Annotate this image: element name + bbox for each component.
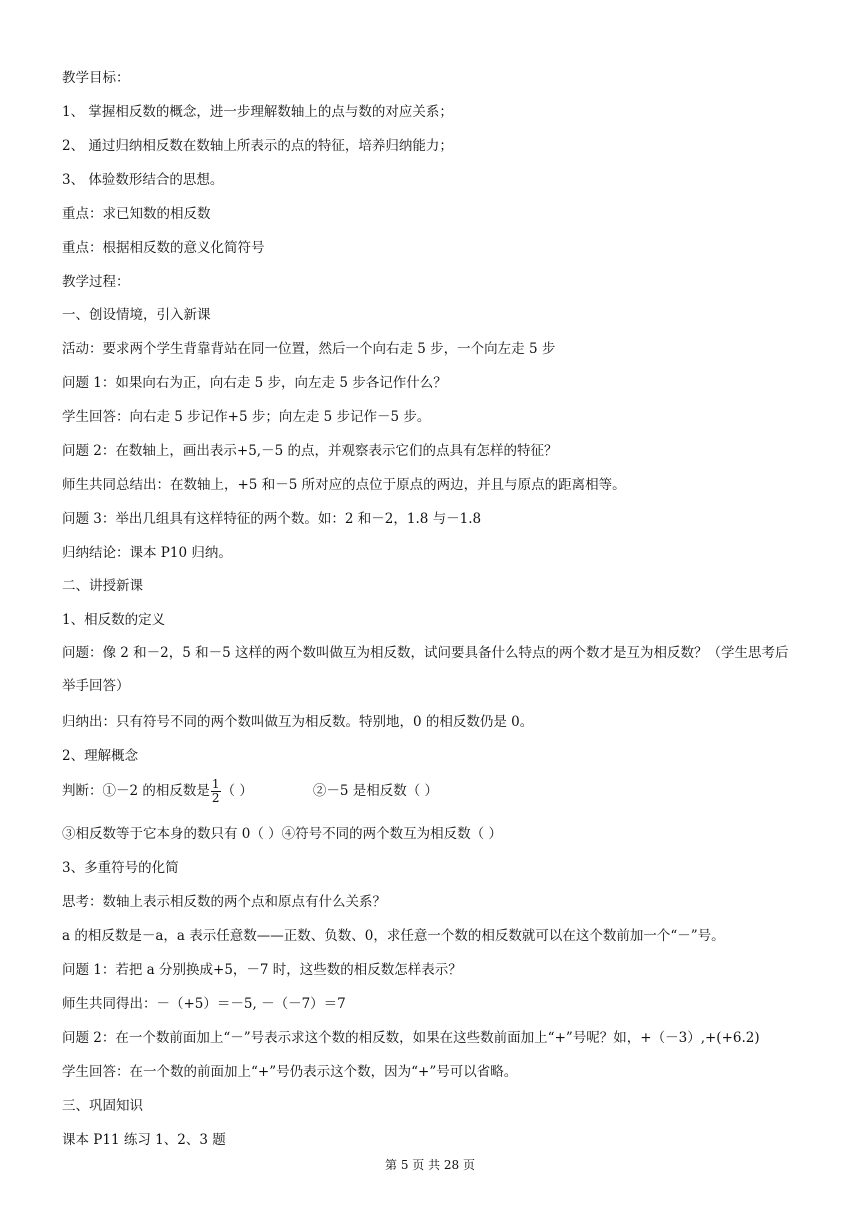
- text-line: 问题 1：如果向右为正，向右走 5 步，向左走 5 步各记作什么？: [62, 375, 447, 391]
- text-line: 二、讲授新课: [62, 578, 143, 594]
- text-line: 3、 体验数形结合的思想。: [62, 172, 224, 188]
- text-line: 教学过程：: [62, 274, 130, 290]
- text-line: 1、相反数的定义: [62, 612, 166, 628]
- text-line: 问题 3：举出几组具有这样特征的两个数。如：2 和－2，1.8 与－1.8: [62, 511, 482, 527]
- text-line: 师生共同总结出：在数轴上，+5 和－5 所对应的点位于原点的两边，并且与原点的距离相等。: [62, 477, 626, 493]
- judge-line: [62, 778, 438, 805]
- text-line: 教学目标：: [62, 70, 130, 86]
- text-line: 重点：根据相反数的意义化简符号: [62, 240, 265, 256]
- text-line: 3、多重符号的化简: [62, 860, 179, 876]
- text-line: 归纳出：只有符号不同的两个数叫做互为相反数。特别地，0 的相反数仍是 0。: [62, 714, 534, 730]
- text-line: 重点：求已知数的相反数: [62, 206, 211, 222]
- text-line: 活动：要求两个学生背靠背站在同一位置，然后一个向右走 5 步，一个向左走 5 步: [62, 341, 556, 357]
- fraction-denominator: 2: [211, 791, 220, 805]
- text-line: 课本 P11 练习 1、2、3 题: [62, 1132, 226, 1148]
- text-line: 1、 掌握相反数的概念，进一步理解数轴上的点与数的对应关系；: [62, 104, 453, 120]
- text-line: 2、理解概念: [62, 748, 139, 764]
- text-line: 学生回答：向右走 5 步记作+5 步；向左走 5 步记作－5 步。: [62, 409, 431, 425]
- judge-prefix: 判断：①－2 的相反数是: [62, 783, 210, 799]
- text-line: 归纳结论：课本 P10 归纳。: [62, 545, 232, 561]
- text-line: 问题 2：在数轴上，画出表示+5,－5 的点，并观察表示它们的点具有怎样的特征？: [62, 443, 558, 459]
- text-line: 思考：数轴上表示相反数的两个点和原点有什么关系？: [62, 894, 386, 910]
- judge-blank: （ ）: [221, 783, 253, 799]
- text-line: 问题 2：在一个数前面加上“－”号表示求这个数的相反数，如果在这些数前面加上“+”号呢？如，+（－3）,+(+6.2): [62, 1030, 760, 1046]
- text-line: 问题 1：若把 a 分别换成+5，－7 时，这些数的相反数怎样表示？: [62, 962, 462, 978]
- text-line: 师生共同得出：－（+5）＝－5, －（－7）＝7: [62, 996, 346, 1012]
- fraction-numerator: 1: [211, 777, 220, 791]
- text-line: a 的相反数是－a，a 表示任意数——正数、负数、0，求任意一个数的相反数就可以在这个数前加一个“－”号。: [62, 928, 725, 944]
- text-line: 三、巩固知识: [62, 1098, 143, 1114]
- fraction: [211, 778, 221, 805]
- page-footer: 第 5 页 共 28 页: [385, 1158, 475, 1172]
- text-line: 2、 通过归纳相反数在数轴上所表示的点的特征，培养归纳能力；: [62, 138, 453, 154]
- text-line: ③相反数等于它本身的数只有 0（ ）④符号不同的两个数互为相反数（ ）: [62, 826, 502, 842]
- judge-second: ②－5 是相反数（ ）: [312, 783, 438, 799]
- text-paragraph: 问题：像 2 和－2，5 和－5 这样的两个数叫做互为相反数，试问要具备什么特点的两个数才是互为相反数？（学生思考后举手回答）: [62, 645, 789, 694]
- text-line: 学生回答：在一个数的前面加上“+”号仍表示这个数，因为“+”号可以省略。: [62, 1064, 518, 1080]
- text-line: 一、创设情境，引入新课: [62, 307, 211, 323]
